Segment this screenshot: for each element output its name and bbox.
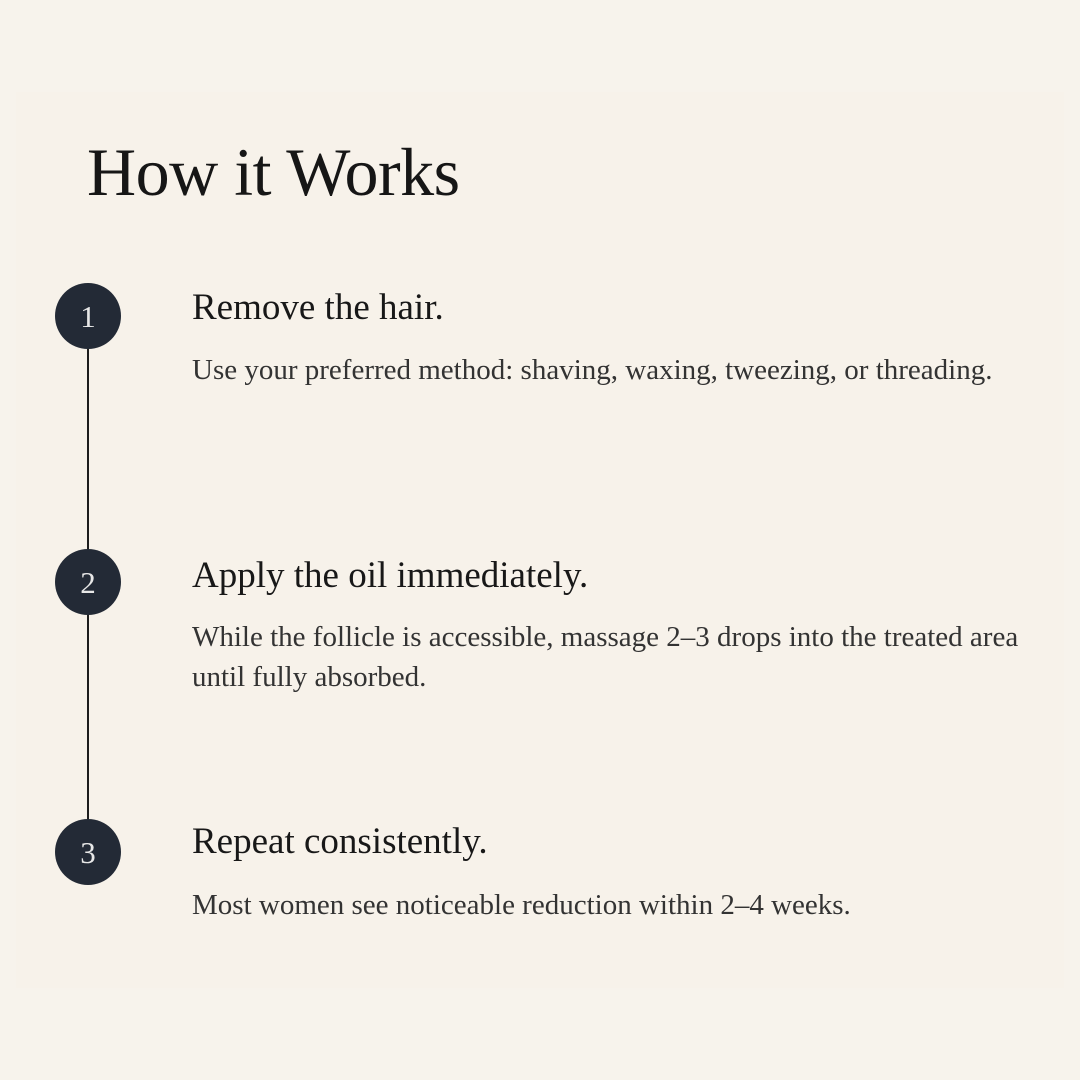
step-1-number-badge: 1 [55, 283, 121, 349]
step-1-heading: Remove the hair. [192, 287, 444, 328]
step-2-description: While the follicle is accessible, massage 2–3 drops into the treated area until fully absorbed. [192, 621, 1019, 693]
page-title: How it Works [87, 134, 460, 210]
step-3-description: Most women see noticeable reduction within 2–4 weeks. [192, 889, 851, 921]
step-1-description: Use your preferred method: shaving, waxing, tweezing, or threading. [192, 354, 993, 386]
step-2-number-badge: 2 [55, 549, 121, 615]
step-3-heading: Repeat consistently. [192, 821, 488, 862]
content-card [16, 92, 1064, 988]
step-3-number-badge: 3 [55, 819, 121, 885]
step-2-heading: Apply the oil immediately. [192, 555, 589, 596]
